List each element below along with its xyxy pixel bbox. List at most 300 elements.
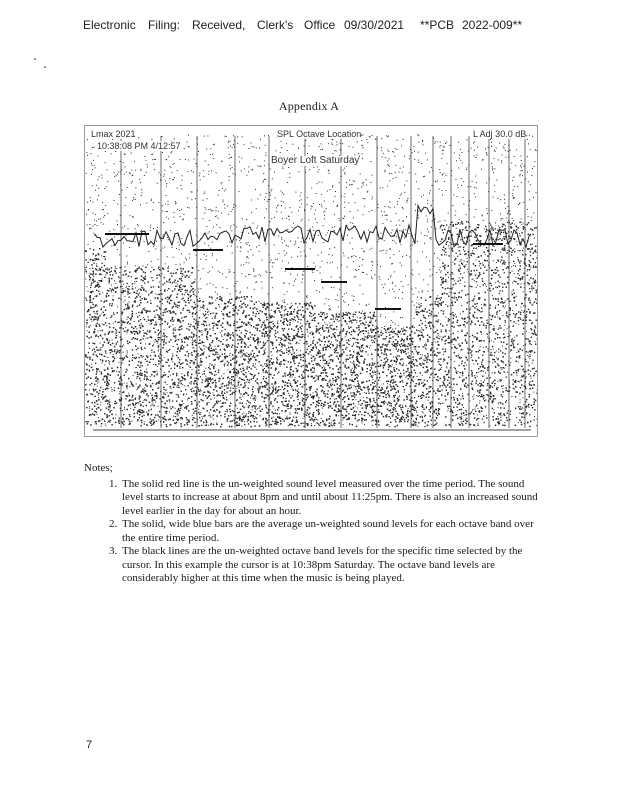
scan-dot bbox=[212, 210, 213, 211]
scan-dot bbox=[265, 152, 266, 153]
scan-dot bbox=[273, 386, 274, 387]
scan-dot bbox=[114, 236, 115, 237]
scan-dot bbox=[390, 207, 391, 208]
scan-dot bbox=[204, 348, 205, 349]
scan-dot bbox=[521, 283, 522, 284]
scan-dot bbox=[406, 216, 407, 217]
scan-dot bbox=[333, 201, 334, 202]
scan-dot bbox=[459, 155, 460, 156]
scan-dot bbox=[277, 259, 278, 260]
scan-dot bbox=[135, 404, 136, 405]
scan-dot bbox=[123, 352, 124, 353]
scan-dot bbox=[157, 294, 158, 295]
scan-dot bbox=[336, 329, 337, 330]
scan-dot bbox=[431, 205, 432, 206]
scan-dot bbox=[480, 371, 481, 372]
scan-dot bbox=[431, 239, 432, 240]
scan-dot bbox=[239, 191, 240, 192]
scan-dot bbox=[194, 378, 195, 379]
scan-dot bbox=[416, 302, 417, 303]
scan-dot bbox=[364, 206, 365, 207]
scan-dot bbox=[106, 318, 107, 319]
scan-dot bbox=[527, 172, 528, 173]
scan-dot bbox=[113, 312, 114, 313]
scan-dot bbox=[361, 145, 362, 146]
scan-dot bbox=[306, 242, 307, 243]
scan-dot bbox=[153, 344, 154, 345]
scan-dot bbox=[201, 330, 202, 331]
scan-dot bbox=[517, 350, 518, 351]
header-word-received: Received, bbox=[192, 18, 246, 32]
scan-dot bbox=[289, 177, 290, 178]
scan-dot bbox=[400, 244, 401, 245]
scan-dot bbox=[237, 247, 238, 248]
scan-dot bbox=[389, 166, 390, 167]
scan-dot bbox=[529, 407, 530, 408]
scan-dot bbox=[352, 392, 353, 393]
scan-dot bbox=[174, 163, 175, 164]
scan-dot bbox=[264, 368, 265, 369]
scan-dot bbox=[314, 214, 315, 215]
scan-dot bbox=[339, 182, 340, 183]
scan-dot bbox=[284, 337, 285, 338]
scan-dot bbox=[103, 209, 104, 210]
scan-dot bbox=[343, 218, 344, 219]
scan-dot bbox=[106, 325, 107, 326]
scan-dot bbox=[244, 342, 245, 343]
scan-dot bbox=[515, 165, 516, 166]
scan-dot bbox=[101, 314, 102, 315]
scan-dot bbox=[211, 210, 212, 211]
scan-dot bbox=[277, 321, 278, 322]
scan-dot bbox=[427, 200, 428, 201]
scan-dot bbox=[204, 425, 205, 426]
scan-dot bbox=[150, 227, 151, 228]
scan-dot bbox=[388, 279, 389, 280]
scan-dot bbox=[523, 312, 524, 313]
scan-dot bbox=[221, 213, 222, 214]
scan-dot bbox=[102, 363, 103, 364]
scan-dot bbox=[254, 276, 255, 277]
scan-dot bbox=[415, 174, 416, 175]
scan-dot bbox=[438, 359, 439, 360]
scan-dot bbox=[406, 180, 407, 181]
scan-dot bbox=[228, 147, 229, 148]
scan-dot bbox=[534, 329, 535, 330]
scan-dot bbox=[504, 203, 505, 204]
scan-dot bbox=[415, 288, 416, 289]
scan-dot bbox=[260, 166, 261, 167]
scan-dot bbox=[208, 209, 209, 210]
scan-dot bbox=[409, 172, 410, 173]
scan-dot bbox=[243, 264, 244, 265]
scan-dot bbox=[265, 348, 266, 349]
scan-dot bbox=[447, 338, 448, 339]
scan-dot bbox=[442, 195, 443, 196]
scan-dot bbox=[473, 399, 474, 400]
scan-dot bbox=[164, 372, 165, 373]
scan-dot bbox=[271, 310, 272, 311]
scan-dot bbox=[102, 278, 103, 279]
scan-dot bbox=[389, 290, 390, 291]
scan-dot bbox=[399, 415, 400, 416]
scan-dot bbox=[349, 146, 350, 147]
scan-dot bbox=[401, 334, 402, 335]
scan-dot bbox=[534, 161, 535, 162]
scan-dot bbox=[137, 293, 138, 294]
scan-dot bbox=[159, 172, 160, 173]
scan-dot bbox=[339, 220, 340, 221]
header-case-number: 2022-009** bbox=[462, 18, 523, 32]
scan-dot bbox=[447, 411, 448, 412]
scan-dot bbox=[271, 218, 272, 219]
scan-dot bbox=[210, 283, 211, 284]
scan-dot bbox=[396, 364, 397, 365]
scan-dot bbox=[281, 205, 282, 206]
scan-dot bbox=[507, 328, 508, 329]
scan-dot bbox=[246, 403, 247, 404]
scan-dot bbox=[483, 347, 484, 348]
scan-dot bbox=[459, 219, 460, 220]
scan-dot bbox=[132, 200, 133, 201]
scan-dot bbox=[291, 318, 292, 319]
scan-dot bbox=[363, 185, 364, 186]
scan-dot bbox=[382, 284, 383, 285]
scan-dot bbox=[521, 224, 522, 225]
scan-dot bbox=[517, 186, 518, 187]
scan-dot bbox=[129, 302, 130, 303]
scan-dot bbox=[529, 358, 530, 359]
scan-dot bbox=[442, 311, 443, 312]
scan-dot bbox=[112, 340, 113, 341]
scan-dot bbox=[363, 340, 364, 341]
scan-dot bbox=[199, 298, 200, 299]
scan-dot bbox=[358, 188, 359, 189]
scan-dot bbox=[393, 152, 394, 153]
scan-dot bbox=[125, 167, 126, 168]
scan-dot bbox=[212, 253, 213, 254]
scan-dot bbox=[382, 157, 383, 158]
scan-dot bbox=[457, 224, 458, 225]
scan-dot bbox=[363, 272, 364, 273]
scan-dot bbox=[212, 154, 213, 155]
scan-dot bbox=[200, 389, 201, 390]
scan-dot bbox=[295, 192, 296, 193]
scan-dot bbox=[294, 281, 295, 282]
scan-dot bbox=[452, 387, 453, 388]
scan-dot bbox=[281, 201, 282, 202]
scan-dot bbox=[266, 342, 267, 343]
scan-dot bbox=[101, 222, 102, 223]
scan-dot bbox=[421, 327, 422, 328]
scan-dot bbox=[321, 279, 322, 280]
scan-dot bbox=[159, 202, 160, 203]
scan-dot bbox=[397, 204, 398, 205]
scan-dot bbox=[167, 211, 168, 212]
scan-dot bbox=[344, 196, 345, 197]
scan-dot bbox=[313, 392, 314, 393]
scan-dot bbox=[87, 155, 88, 156]
scan-dot bbox=[93, 213, 94, 214]
scan-dot bbox=[215, 346, 216, 347]
scan-dot bbox=[235, 283, 236, 284]
scan-dot bbox=[440, 141, 441, 142]
scan-dot bbox=[367, 192, 368, 193]
scan-dot bbox=[213, 393, 214, 394]
scan-dot bbox=[440, 172, 441, 173]
scan-dot bbox=[272, 266, 273, 267]
scan-dot bbox=[114, 200, 115, 201]
scan-dot bbox=[147, 330, 148, 331]
scan-dot bbox=[417, 241, 418, 242]
scan-dot bbox=[498, 159, 499, 160]
scan-dot bbox=[450, 242, 451, 243]
scan-dot bbox=[396, 177, 397, 178]
scan-dot bbox=[492, 168, 493, 169]
scan-dot bbox=[498, 371, 499, 372]
scan-dot bbox=[209, 271, 210, 272]
scan-dot bbox=[442, 340, 443, 341]
scan-dot bbox=[177, 286, 178, 287]
scan-dot bbox=[189, 207, 190, 208]
scan-dot bbox=[513, 177, 514, 178]
scan-dot bbox=[202, 374, 203, 375]
scan-dot bbox=[433, 266, 434, 267]
scan-dot bbox=[167, 300, 168, 301]
scan-dot bbox=[224, 208, 225, 209]
scan-dot bbox=[332, 360, 333, 361]
appendix-title: Appendix A bbox=[278, 99, 340, 113]
scan-dot bbox=[357, 142, 358, 143]
scan-dot bbox=[178, 242, 179, 243]
scan-dot bbox=[90, 197, 91, 198]
scan-dot bbox=[229, 269, 230, 270]
scan-dot bbox=[209, 231, 210, 232]
scan-dot bbox=[228, 141, 229, 142]
scan-dot bbox=[498, 403, 499, 404]
scan-dot bbox=[189, 258, 190, 259]
scan-dot bbox=[395, 172, 396, 173]
scan-dot bbox=[222, 287, 223, 288]
scan-dot bbox=[150, 406, 151, 407]
scan-dot bbox=[107, 169, 108, 170]
scan-dot bbox=[332, 185, 333, 186]
scan-dot bbox=[391, 232, 392, 233]
scan-dot bbox=[87, 139, 88, 140]
scan-dot bbox=[395, 328, 396, 329]
scan-dot bbox=[488, 351, 489, 352]
scan-dot bbox=[86, 326, 87, 327]
scan-dot bbox=[315, 266, 316, 267]
scan-dot bbox=[408, 198, 409, 199]
scan-dot bbox=[526, 331, 527, 332]
scan-dot bbox=[495, 282, 496, 283]
scan-dot bbox=[495, 168, 496, 169]
scan-dot bbox=[241, 426, 242, 427]
scan-dot bbox=[532, 283, 533, 284]
scan-dot bbox=[437, 180, 438, 181]
scan-dot bbox=[504, 144, 505, 145]
scan-dot bbox=[460, 313, 461, 314]
scan-dot bbox=[105, 151, 106, 152]
scan-dot bbox=[466, 412, 467, 413]
scan-dot bbox=[353, 300, 354, 301]
scan-dot bbox=[422, 355, 423, 356]
scan-dot bbox=[126, 286, 127, 287]
scan-dot bbox=[173, 217, 174, 218]
scan-dot bbox=[432, 185, 433, 186]
scan-dot bbox=[239, 423, 240, 424]
scan-dot bbox=[494, 328, 495, 329]
scan-dot bbox=[202, 200, 203, 201]
scan-dot bbox=[277, 357, 278, 358]
scan-dot bbox=[198, 356, 199, 357]
scan-dot bbox=[337, 300, 338, 301]
scan-dot bbox=[102, 178, 103, 179]
scan-dot bbox=[190, 285, 191, 286]
scan-dot bbox=[371, 135, 372, 136]
scan-dot bbox=[490, 349, 491, 350]
scan-dot bbox=[401, 193, 402, 194]
scan-dot bbox=[262, 288, 263, 289]
scan-dot bbox=[325, 330, 326, 331]
scan-dot bbox=[335, 299, 336, 300]
scan-dot bbox=[383, 287, 384, 288]
scan-dot bbox=[264, 165, 265, 166]
scan-dot bbox=[404, 339, 405, 340]
scan-dot bbox=[453, 274, 454, 275]
scan-dot bbox=[270, 221, 271, 222]
scan-dot bbox=[496, 272, 497, 273]
scan-dot bbox=[399, 225, 400, 226]
scan-dot bbox=[456, 370, 457, 371]
scan-dot bbox=[93, 226, 94, 227]
scan-dot bbox=[390, 249, 391, 250]
scan-dot bbox=[87, 262, 88, 263]
scan-dot bbox=[400, 168, 401, 169]
scan-dot bbox=[503, 236, 504, 237]
scan-dot bbox=[513, 198, 514, 199]
scan-dot bbox=[442, 238, 443, 239]
scan-dot bbox=[328, 254, 329, 255]
scan-dot bbox=[409, 256, 410, 257]
scan-dot bbox=[510, 362, 511, 363]
scan-dot bbox=[170, 153, 171, 154]
scan-dot bbox=[127, 187, 128, 188]
scan-dot bbox=[502, 388, 503, 389]
scan-dot bbox=[259, 386, 260, 387]
scan-dot bbox=[213, 158, 214, 159]
scan-dot bbox=[424, 416, 425, 417]
scan-dot bbox=[265, 145, 266, 146]
scan-dot bbox=[258, 388, 259, 389]
scan-dot bbox=[223, 200, 224, 201]
scan-dot bbox=[220, 332, 221, 333]
scan-dot bbox=[297, 307, 298, 308]
scan-dot bbox=[290, 274, 291, 275]
scan-dot bbox=[131, 153, 132, 154]
scan-dot bbox=[357, 210, 358, 211]
scan-dot bbox=[258, 345, 259, 346]
scan-dot bbox=[484, 228, 485, 229]
scan-dot bbox=[339, 289, 340, 290]
scan-dot bbox=[505, 157, 506, 158]
scan-dot bbox=[252, 255, 253, 256]
scan-dot bbox=[445, 143, 446, 144]
scan-dot bbox=[500, 262, 501, 263]
scan-dot bbox=[415, 210, 416, 211]
scan-dot bbox=[132, 357, 133, 358]
scan-dot bbox=[315, 417, 316, 418]
scan-dot bbox=[518, 250, 519, 251]
scan-dot bbox=[516, 241, 517, 242]
scan-dot bbox=[258, 165, 259, 166]
scan-dot bbox=[163, 176, 164, 177]
scan-dot bbox=[472, 181, 473, 182]
scan-dot bbox=[423, 144, 424, 145]
scan-dot bbox=[219, 272, 220, 273]
scan-dot bbox=[242, 136, 243, 137]
scan-dot bbox=[184, 148, 185, 149]
scan-dot bbox=[431, 424, 432, 425]
scan-dot bbox=[273, 394, 274, 395]
scan-dot bbox=[313, 263, 314, 264]
scan-dot bbox=[422, 140, 423, 141]
scan-dot bbox=[242, 352, 243, 353]
scan-dot bbox=[146, 203, 147, 204]
scan-dot bbox=[247, 287, 248, 288]
scan-dot bbox=[388, 397, 389, 398]
scan-dot bbox=[507, 372, 508, 373]
scan-dot bbox=[177, 188, 178, 189]
scan-dot bbox=[381, 138, 382, 139]
scan-dot bbox=[300, 195, 301, 196]
scan-dot bbox=[530, 267, 531, 268]
scan-dot bbox=[336, 404, 337, 405]
scan-dot bbox=[328, 143, 329, 144]
scan-dot bbox=[332, 227, 333, 228]
scan-dot bbox=[205, 311, 206, 312]
scan-dot bbox=[172, 164, 173, 165]
scan-dot bbox=[491, 163, 492, 164]
scan-dot bbox=[116, 220, 117, 221]
scan-dot bbox=[322, 414, 323, 415]
scan-dot bbox=[301, 199, 302, 200]
scan-dot bbox=[445, 304, 446, 305]
scan-dot bbox=[156, 241, 157, 242]
scan-dot bbox=[362, 422, 363, 423]
scan-dot bbox=[97, 414, 98, 415]
scan-dot bbox=[137, 388, 138, 389]
scan-dot bbox=[190, 360, 191, 361]
scan-dot bbox=[395, 286, 396, 287]
scan-dot bbox=[307, 297, 308, 298]
scan-dot bbox=[361, 265, 362, 266]
scan-dot bbox=[461, 416, 462, 417]
scan-dot bbox=[537, 371, 538, 372]
scan-dot bbox=[253, 355, 254, 356]
scan-dot bbox=[189, 326, 190, 327]
scan-dot bbox=[480, 346, 481, 347]
scan-dot bbox=[227, 206, 228, 207]
scan-dot bbox=[455, 211, 456, 212]
scan-dot bbox=[414, 159, 415, 160]
scan-dot bbox=[232, 209, 233, 210]
scan-dot bbox=[109, 340, 110, 341]
scan-dot bbox=[484, 305, 485, 306]
scan-dot bbox=[383, 362, 384, 363]
scan-dot bbox=[118, 172, 119, 173]
